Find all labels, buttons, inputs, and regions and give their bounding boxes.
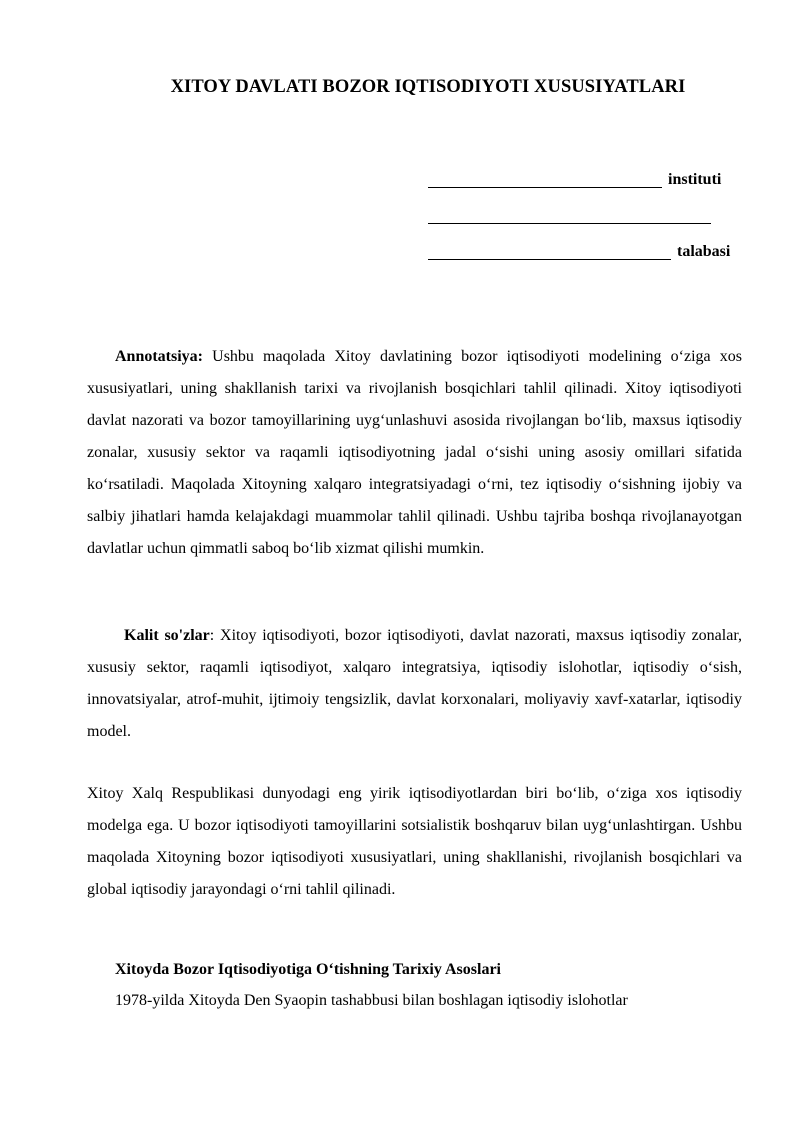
annotation-paragraph (87, 341, 742, 565)
keywords-label: Kalit so'zlar (124, 627, 210, 644)
annotation-text: Ushbu maqolada Xitoy davlatining bozor iqtisodiyoti modelining o‘ziga xos xususiyatlari, uning shakllanish tarixi va rivojlanish bosqichlari tahlil qilinadi. Xitoy iqtisodiyoti davlat nazorati va bozor tamoyillarining uyg‘unlashuvi asosida rivojlangan bo‘lib, maxsus iqtisodiy zonalar, xususiy sektor va raqamli iqtisodiyotning jadal o‘sishi uning asosiy omillari sifatida ko‘rsatiladi. Maqolada Xitoyning xalqaro integratsiyadagi o‘rni, tez iqtisodiy o‘sishning ijobiy va salbiy jihatlari hamda kelajakdagi muammolar tahlil qilinadi. Ushbu tajriba boshqa rivojlanayotgan davlatlar uchun qimmatli saboq bo‘lib xizmat qilishi mumkin. (87, 348, 742, 557)
keywords-text: : Xitoy iqtisodiyoti, bozor iqtisodiyoti, davlat nazorati, maxsus iqtisodiy zonalar, xususiy sektor, raqamli iqtisodiyot, xalqaro integratsiya, iqtisodiy islohotlar, iqtisodiy o‘sish, innovatsiyalar, atrof-muhit, ijtimoiy tengsizlik, davlat korxonalari, moliyaviy xavf-xatarlar, iqtisodiy model. (87, 627, 743, 740)
student-line (428, 236, 758, 260)
section-heading: Xitoyda Bozor Iqtisodiyotiga O‘tishning Tarixiy Asoslari (115, 961, 501, 978)
document-title: XITOY DAVLATI BOZOR IQTISODIYOTI XUSUSIYATLARI (170, 77, 686, 97)
annotation-label: Annotatsiya: (115, 348, 204, 365)
student-blank (428, 243, 671, 260)
name-line (428, 200, 758, 224)
name-blank (428, 207, 711, 224)
institute-blank (428, 171, 662, 188)
section-first-line: 1978-yilda Xitoyda Den Syaopin tashabbusi bilan boshlagan iqtisodiy islohotlar (115, 992, 628, 1009)
signature-block (428, 164, 758, 272)
institute-line (428, 164, 758, 188)
student-label: talabasi (677, 243, 731, 260)
institute-label: instituti (668, 171, 722, 188)
keywords-paragraph (87, 620, 742, 748)
intro-paragraph: Xitoy Xalq Respublikasi dunyodagi eng yirik iqtisodiyotlardan biri bo‘lib, o‘ziga xos iqtisodiy modelga ega. U bozor iqtisodiyoti tamoyillarini sotsialistik boshqaruv bilan uyg‘unlashtirgan. Ushbu maqolada Xitoyning bozor iqtisodiyoti xususiyatlari, uning shakllanishi, rivojlanish bosqichlari va global iqtisodiy jarayondagi o‘rni tahlil qilinadi. (87, 785, 742, 898)
